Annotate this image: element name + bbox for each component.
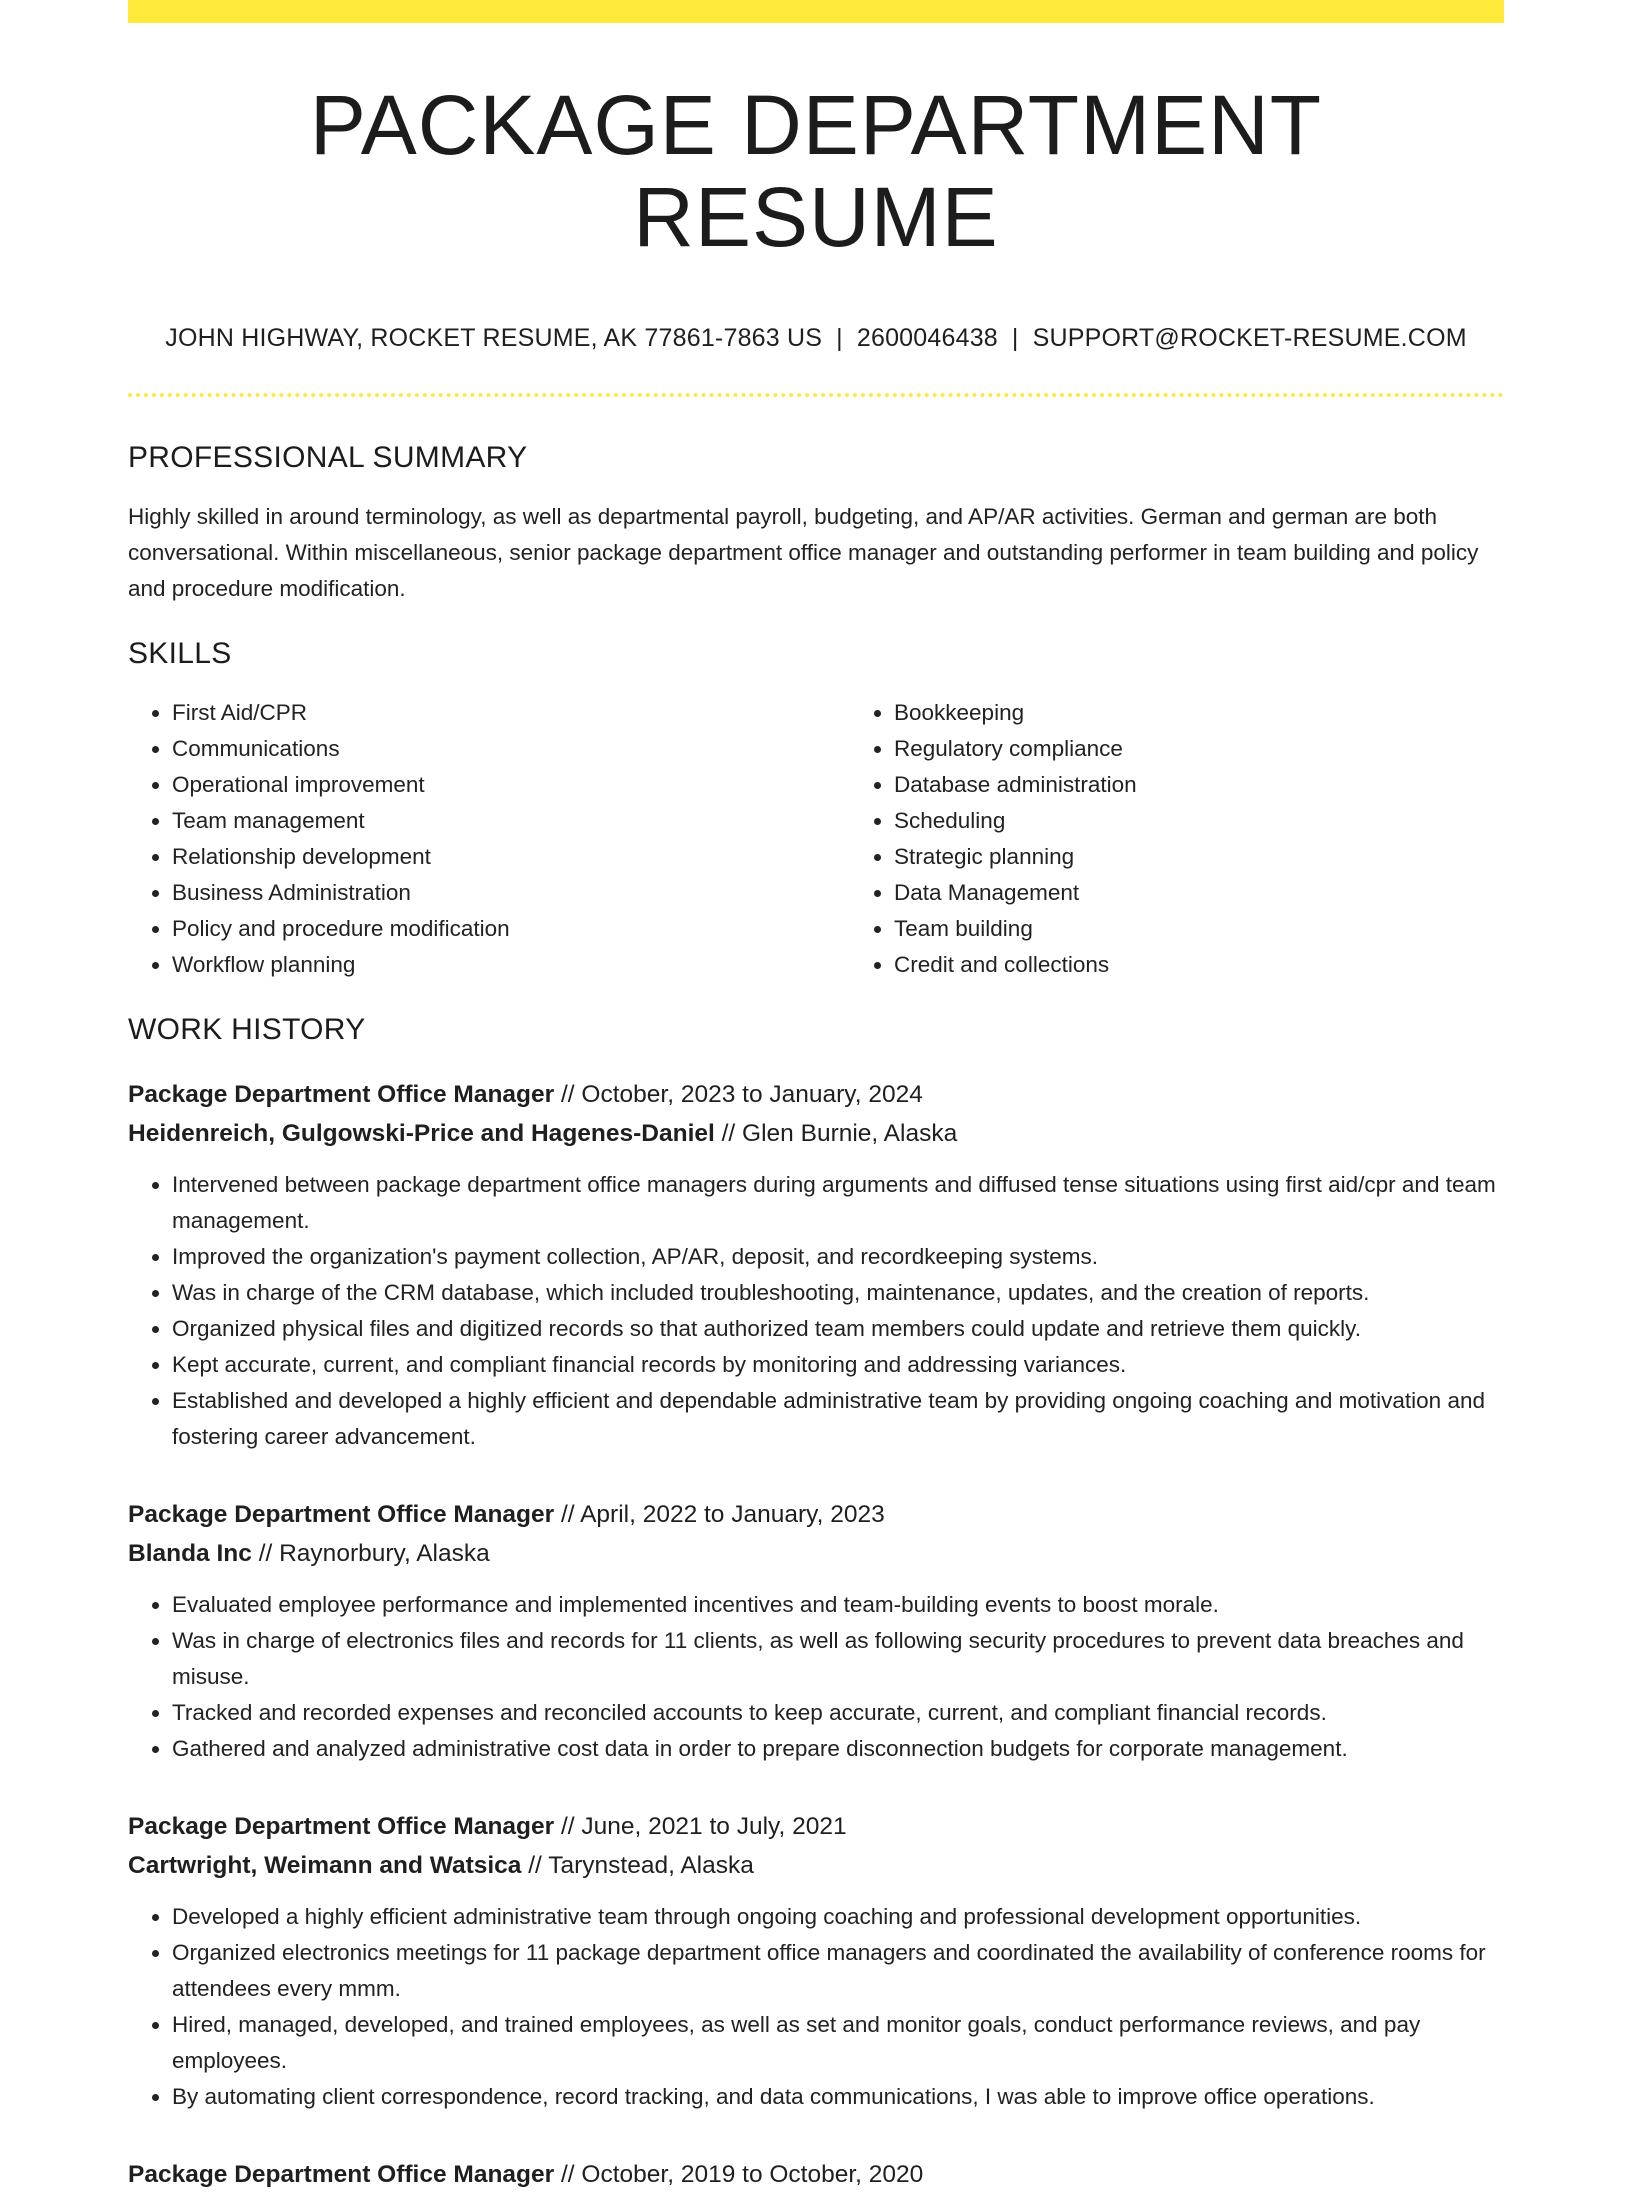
skill-item: • Regulatory compliance — [894, 731, 1484, 767]
job-title-line — [128, 1495, 1504, 1534]
work-history-list — [128, 1075, 1504, 2115]
job-bullets — [128, 1899, 1504, 2115]
job-header-partial — [128, 2155, 1504, 2194]
skill-item: • Bookkeeping — [894, 695, 1484, 731]
job-bullet: • Tracked and recorded expenses and reconciled accounts to keep accurate, current, and compliant financial records. — [172, 1695, 1504, 1731]
skill-item: • Policy and procedure modification — [172, 911, 850, 947]
job-bullet: • Intervened between package department office managers during arguments and diffused tense situations using first aid/cpr and team management. — [172, 1167, 1504, 1239]
contact-email: SUPPORT@ROCKET-RESUME.COM — [1032, 323, 1467, 352]
job-entry — [128, 1807, 1504, 2115]
job-bullet: • Organized electronics meetings for 11 package department office managers and coordinated the availability of conference rooms for attendees every mmm. — [172, 1935, 1504, 2007]
dotted-divider — [128, 393, 1504, 397]
job-bullet: • Gathered and analyzed administrative cost data in order to prepare disconnection budgets for corporate management. — [172, 1731, 1504, 1767]
job-company-line — [128, 1846, 1504, 1885]
summary-heading: PROFESSIONAL SUMMARY — [128, 440, 528, 474]
skill-item: • Workflow planning — [172, 947, 850, 983]
summary-text: Highly skilled in around terminology, as well as departmental payroll, budgeting, and AP/AR activities. German and german are both conversational. Within miscellaneous, senior package department office manager and outstanding performer in team building and policy and procedure modification. — [128, 503, 1479, 601]
skill-item: • Strategic planning — [894, 839, 1484, 875]
job-title: Package Department Office Manager — [128, 1080, 555, 1108]
skills-left-column — [128, 695, 850, 983]
job-bullet: • Evaluated employee performance and implemented incentives and team-building events to boost morale. — [172, 1587, 1504, 1623]
job-bullet: • Improved the organization's payment collection, AP/AR, deposit, and recordkeeping systems. — [172, 1239, 1504, 1275]
skill-item: • Credit and collections — [894, 947, 1484, 983]
job-company: Cartwright, Weimann and Watsica — [128, 1851, 522, 1879]
job-dates: // June, 2021 to July, 2021 — [554, 1812, 847, 1840]
job-bullet: • Developed a highly efficient administrative team through ongoing coaching and professional development opportunities. — [172, 1899, 1504, 1935]
job-title-line — [128, 1075, 1504, 1114]
skills-grid — [128, 695, 1504, 983]
skill-item: • First Aid/CPR — [172, 695, 850, 731]
contact-separator: | — [1011, 323, 1019, 352]
contact-address: JOHN HIGHWAY, ROCKET RESUME, AK 77861-7863 US — [165, 323, 823, 352]
job-dates: // October, 2019 to October, 2020 — [554, 2160, 924, 2188]
job-bullet: • By automating client correspondence, record tracking, and data communications, I was able to improve office operations. — [172, 2079, 1504, 2115]
job-bullet: • Established and developed a highly efficient and dependable administrative team by providing ongoing coaching and motivation and fostering career advancement. — [172, 1383, 1504, 1455]
job-location: // Tarynstead, Alaska — [521, 1851, 754, 1879]
work-history-heading: WORK HISTORY — [128, 1012, 366, 1046]
job-bullet: • Was in charge of electronics files and records for 11 clients, as well as following security procedures to prevent data breaches and misuse. — [172, 1623, 1504, 1695]
job-company: Blanda Inc — [128, 1539, 252, 1567]
job-company-line — [128, 1534, 1504, 1573]
job-title: Package Department Office Manager — [128, 2160, 555, 2188]
contact-phone: 2600046438 — [856, 323, 998, 352]
job-bullet: • Organized physical files and digitized records so that authorized team members could update and retrieve them quickly. — [172, 1311, 1504, 1347]
resume-page — [128, 0, 1504, 2194]
job-bullet: • Kept accurate, current, and compliant financial records by monitoring and addressing variances. — [172, 1347, 1504, 1383]
contact-separator: | — [836, 323, 843, 352]
job-entry — [128, 1495, 1504, 1767]
job-dates: // April, 2022 to January, 2023 — [554, 1500, 885, 1528]
skills-right-column — [850, 695, 1484, 983]
job-bullet: • Hired, managed, developed, and trained employees, as well as set and monitor goals, conduct performance reviews, and pay employees. — [172, 2007, 1504, 2079]
contact-line — [128, 324, 1504, 353]
job-title: Package Department Office Manager — [128, 1812, 555, 1840]
job-entry — [128, 1075, 1504, 1455]
job-company: Heidenreich, Gulgowski-Price and Hagenes-Daniel — [128, 1119, 715, 1147]
job-bullet: • Was in charge of the CRM database, which included troubleshooting, maintenance, updates, and the creation of reports. — [172, 1275, 1504, 1311]
page-title: PACKAGE DEPARTMENT RESUME — [309, 78, 1323, 265]
job-bullets — [128, 1167, 1504, 1455]
job-dates: // October, 2023 to January, 2024 — [554, 1080, 923, 1108]
skill-item: • Business Administration — [172, 875, 850, 911]
job-title: Package Department Office Manager — [128, 1500, 555, 1528]
job-bullets — [128, 1587, 1504, 1767]
skill-item: • Data Management — [894, 875, 1484, 911]
skill-item: • Team management — [172, 803, 850, 839]
job-location: // Glen Burnie, Alaska — [714, 1119, 958, 1147]
skills-heading: SKILLS — [128, 636, 232, 670]
job-company-line — [128, 1114, 1504, 1153]
skill-item: • Operational improvement — [172, 767, 850, 803]
skill-item: • Database administration — [894, 767, 1484, 803]
skill-item: • Communications — [172, 731, 850, 767]
job-title-line — [128, 1807, 1504, 1846]
top-accent-bar — [128, 0, 1504, 23]
skill-item: • Relationship development — [172, 839, 850, 875]
skill-item: • Team building — [894, 911, 1484, 947]
skill-item: • Scheduling — [894, 803, 1484, 839]
job-location: // Raynorbury, Alaska — [251, 1539, 490, 1567]
